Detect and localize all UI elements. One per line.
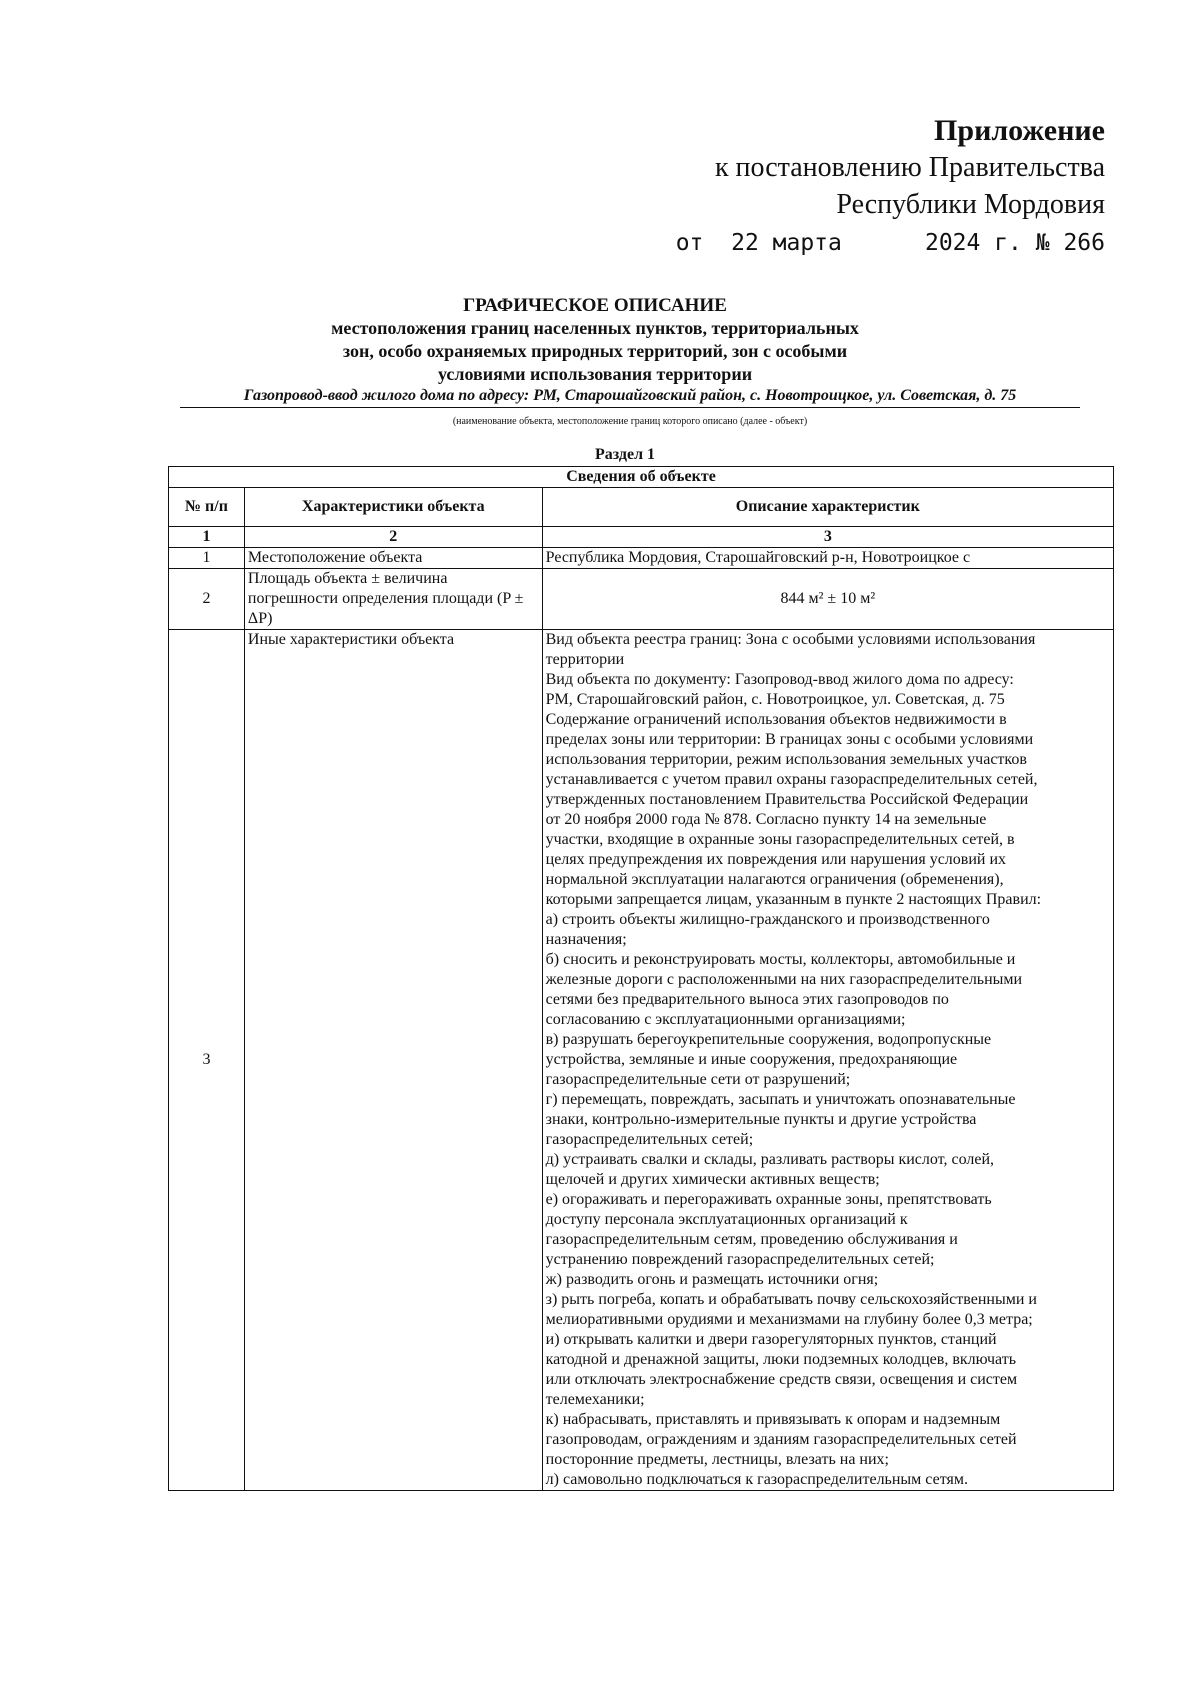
restriction-line: и) открывать калитки и двери газорегуляторных пунктов, станций: [545, 1331, 997, 1348]
date-year: 2024 г. №: [924, 230, 1050, 256]
restriction-line: участки, входящие в охранные зоны газораспределительных сетей, в: [545, 831, 1015, 848]
table-caption-row: [169, 467, 1114, 488]
restriction-line: к) набрасывать, приставлять и привязывать к опорам и надземным: [545, 1411, 1001, 1428]
appendix-title: Приложение: [934, 114, 1105, 147]
document-subtitle-1: местоположения границ населенных пунктов, территориальных: [331, 318, 859, 338]
restriction-line: посторонние предметы, лестницы, влезать на них;: [545, 1451, 889, 1468]
restriction-line: от 20 ноября 2000 года № 878. Согласно пункту 14 на земельные: [545, 811, 987, 828]
decree-number: 266: [1063, 230, 1105, 256]
restriction-line: целях предупреждения их повреждения или нарушения условий их: [545, 851, 1007, 868]
restriction-line: или отключать электроснабжение средств связи, освещения и систем: [545, 1371, 1018, 1388]
object-caption: (наименование объекта, местоположение границ которого описано (далее - объект): [452, 416, 808, 427]
row-number: 1: [169, 548, 245, 569]
restriction-line: доступу персонала эксплуатационных организаций к: [545, 1211, 908, 1228]
table-row: [169, 569, 1114, 630]
object-info-table: [168, 466, 1114, 1491]
row-value-restrictions: [542, 630, 1113, 1491]
document-subtitle-3: условиями использования территории: [437, 364, 753, 384]
restriction-line: устранению повреждений газораспределительных сетей;: [545, 1251, 935, 1268]
restriction-line: согласованию с эксплуатационными организациями;: [545, 1011, 906, 1028]
restriction-line: Содержание ограничений использования объектов недвижимости в: [545, 711, 1007, 728]
appendix-header: [585, 112, 1105, 262]
restriction-line: л) самовольно подключаться к газораспределительным сетям.: [545, 1471, 968, 1488]
restriction-line: которыми запрещается лицам, указанным в пункте 2 настоящих Правил:: [545, 891, 1042, 908]
restriction-line: ж) разводить огонь и размещать источники огня;: [545, 1271, 879, 1288]
object-name: Газопровод-ввод жилого дома по адресу: РМ, Старошайговский район, с. Новотроицкое, ул. Советская, д. 75: [180, 387, 1080, 408]
row-name: Площадь объекта ± величина погрешности определения площади (P ± ΔP): [244, 569, 542, 630]
restriction-line: мелиоративными орудиями и механизмами на глубину более 0,3 метра;: [545, 1311, 1033, 1328]
document-subtitle-2: зон, особо охраняемых природных территорий, зон с особыми: [342, 341, 848, 361]
appendix-date-line: [585, 225, 1105, 262]
restriction-line: д) устраивать свалки и склады, разливать растворы кислот, солей,: [545, 1151, 995, 1168]
restriction-line: газораспределительные сети от разрушений;: [545, 1071, 851, 1088]
table-caption: Сведения об объекте: [169, 467, 1114, 488]
restriction-line: сетями без предварительного выноса этих газопроводов по: [545, 991, 949, 1008]
header-number: № п/п: [169, 488, 245, 527]
row-value: 844 м² ± 10 м²: [542, 569, 1113, 630]
restriction-line: телемеханики;: [545, 1391, 645, 1408]
restriction-line: е) огораживать и перегораживать охранные зоны, препятствовать: [545, 1191, 992, 1208]
restriction-line: использования территории, режим использования земельных участков: [545, 751, 1027, 768]
restriction-line: Вид объекта реестра границ: Зона с особыми условиями использования: [545, 631, 1036, 648]
restriction-line: нормальной эксплуатации налагаются ограничения (обременения),: [545, 871, 1004, 888]
restriction-line: б) сносить и реконструировать мосты, коллекторы, автомобильные и: [545, 951, 1016, 968]
restriction-line: газораспределительным сетям, проведению обслуживания и: [545, 1231, 958, 1248]
row-name: Иные характеристики объекта: [244, 630, 542, 1491]
restriction-line: железные дороги с расположенными на них газораспределительными: [545, 971, 1023, 988]
restriction-line: Вид объекта по документу: Газопровод-ввод жилого дома по адресу:: [545, 671, 1014, 688]
column-number-1: 1: [169, 527, 245, 548]
table-row: [169, 630, 1114, 1491]
row-value: Республика Мордовия, Старошайговский р-н, Новотроицкое с: [542, 548, 1113, 569]
row-name: Местоположение объекта: [244, 548, 542, 569]
date-value: 22 марта: [731, 230, 842, 256]
restriction-line: в) разрушать берегоукрепительные сооружения, водопропускные: [545, 1031, 992, 1048]
document-title: ГРАФИЧЕСКОЕ ОПИСАНИЕ: [463, 295, 727, 316]
table-header-row: [169, 488, 1114, 527]
restriction-line: знаки, контрольно-измерительные пункты и другие устройства: [545, 1111, 977, 1128]
row-number: 2: [169, 569, 245, 630]
restriction-line: з) рыть погреба, копать и обрабатывать почву сельскохозяйственными и: [545, 1291, 1037, 1308]
restriction-line: назначения;: [545, 931, 627, 948]
document-title-block: [150, 294, 1040, 386]
restriction-line: устанавливается с учетом правил охраны газораспределительных сетей,: [545, 771, 1038, 788]
column-number-2: 2: [244, 527, 542, 548]
column-number-3: 3: [542, 527, 1113, 548]
restriction-line: катодной и дренажной защиты, люки подземных колодцев, включать: [545, 1351, 1017, 1368]
row-number: 3: [169, 630, 245, 1491]
date-prefix: от: [675, 230, 704, 256]
restriction-line: устройства, земляные и иные сооружения, предохраняющие: [545, 1051, 958, 1068]
restriction-line: а) строить объекты жилищно-гражданского и производственного: [545, 911, 990, 928]
section-label: Раздел 1: [594, 446, 656, 463]
restriction-line: г) перемещать, повреждать, засыпать и уничтожать опознавательные: [545, 1091, 1016, 1108]
restriction-line: газораспределительных сетей;: [545, 1131, 754, 1148]
table-row: [169, 548, 1114, 569]
restriction-line: утвержденных постановлением Правительства Российской Федерации: [545, 791, 1029, 808]
restriction-line: щелочей и других химически активных веществ;: [545, 1171, 880, 1188]
header-description: Описание характеристик: [542, 488, 1113, 527]
restriction-line: территории: [545, 651, 625, 668]
header-characteristics: Характеристики объекта: [244, 488, 542, 527]
appendix-line-2: Республики Мордовия: [836, 189, 1105, 220]
column-number-row: [169, 527, 1114, 548]
restriction-line: газопроводам, ограждениям и зданиям газораспределительных сетей: [545, 1431, 1017, 1448]
restriction-line: пределах зоны или территории: В границах зоны с особыми условиями: [545, 731, 1034, 748]
appendix-line-1: к постановлению Правительства: [714, 152, 1105, 183]
restriction-line: РМ, Старошайговский район, с. Новотроицкое, ул. Советская, д. 75: [545, 691, 1005, 708]
